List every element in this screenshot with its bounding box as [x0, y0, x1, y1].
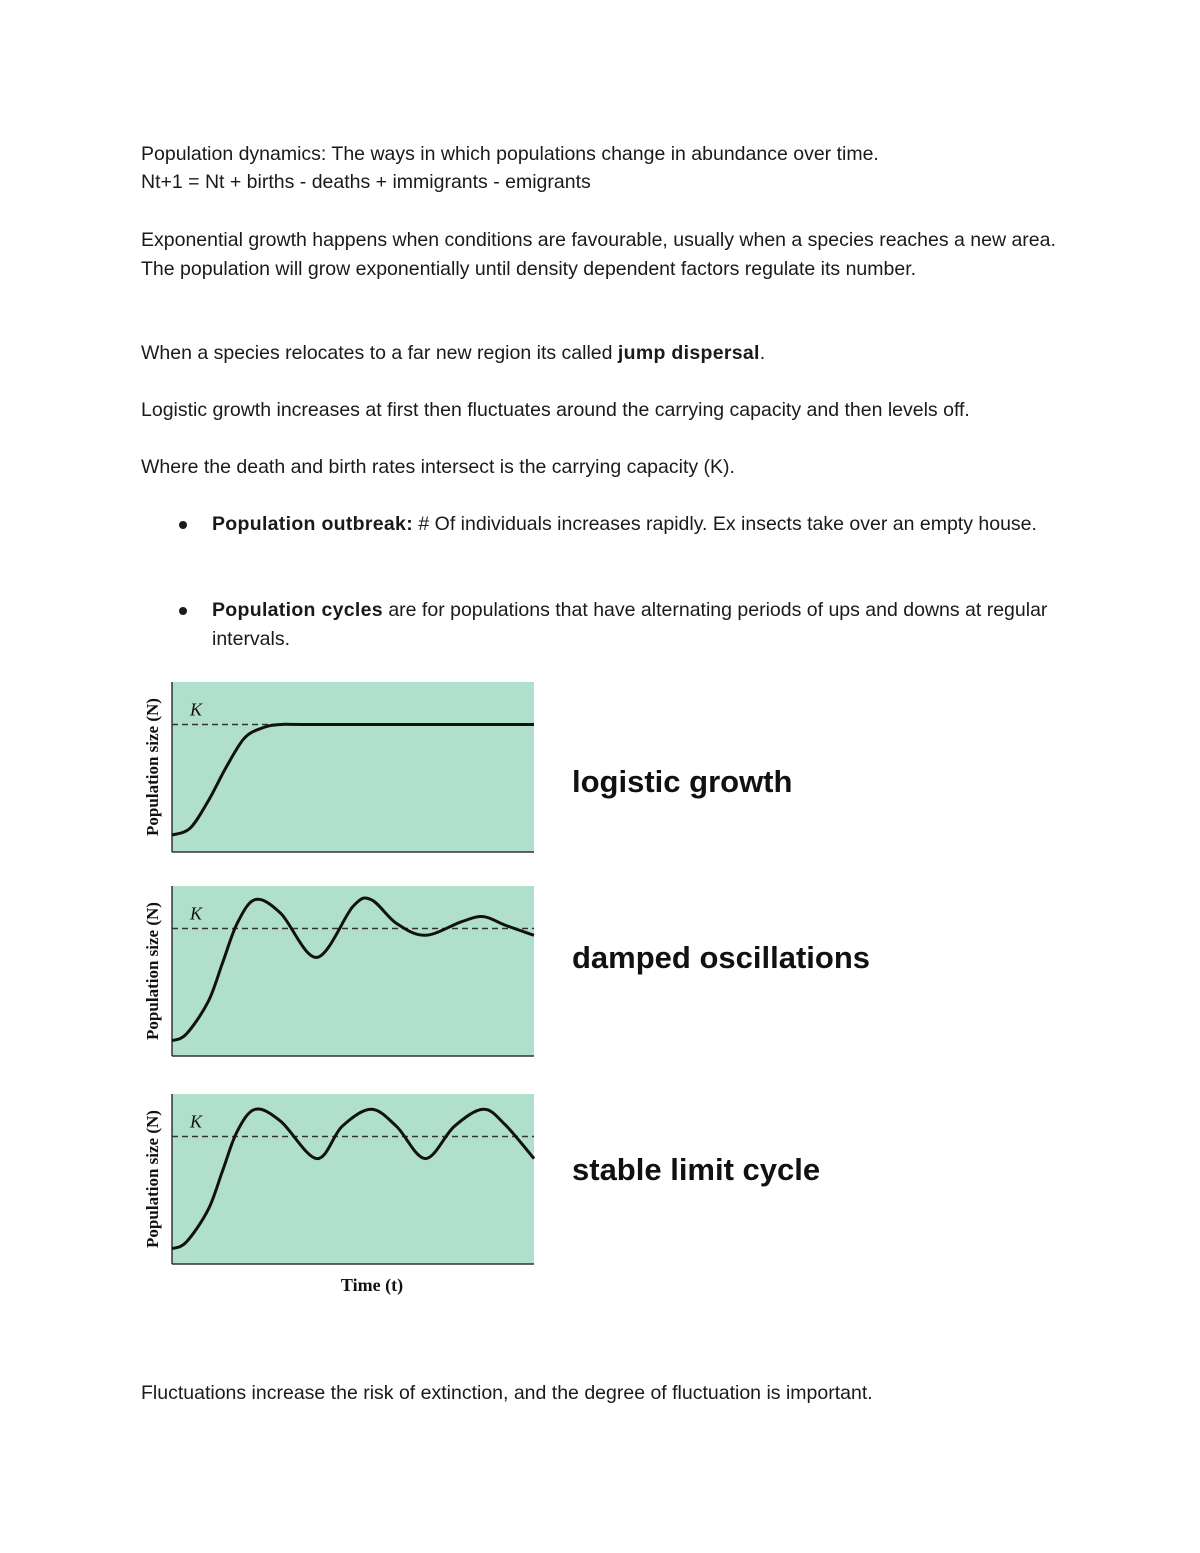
- equation-line: Nt+1 = Nt + births - deaths + immigrants - emigrants: [141, 171, 591, 193]
- plot-area: [172, 1094, 534, 1264]
- footer-paragraph: Fluctuations increase the risk of extinction, and the degree of fluctuation is important.: [141, 1382, 873, 1404]
- bullet1-rest: # Of individuals increases rapidly. Ex insects take over an empty house.: [413, 513, 1037, 535]
- definition-line: Population dynamics: The ways in which populations change in abundance over time.: [141, 143, 879, 165]
- chart-title-damped: damped oscillations: [572, 940, 871, 975]
- jump-post: .: [759, 342, 766, 364]
- plot-area: [172, 886, 534, 1056]
- chart-title-cycle: stable limit cycle: [572, 1152, 821, 1187]
- k-label: K: [190, 903, 203, 924]
- carrying-paragraph: Where the death and birth rates intersect is the carrying capacity (K).: [141, 456, 735, 478]
- y-axis-label: Population size (N): [143, 1110, 162, 1248]
- bullet1-bold: Population outbreak:: [212, 513, 413, 535]
- y-axis-label: Population size (N): [143, 902, 162, 1040]
- exponential-paragraph: Exponential growth happens when conditions are favourable, usually when a species reaches a new area. The population will grow exponentially until density dependent factors regulate its number.: [141, 229, 1056, 280]
- y-axis-label: Population size (N): [143, 698, 162, 836]
- chart-title-logistic: logistic growth: [572, 764, 793, 799]
- k-label: K: [190, 1111, 203, 1132]
- k-label: K: [190, 699, 203, 720]
- jump-pre: When a species relocates to a far new region its called: [141, 342, 618, 364]
- x-axis-label: Time (t): [340, 1275, 404, 1295]
- logistic-paragraph: Logistic growth increases at first then fluctuates around the carrying capacity and then levels off.: [141, 399, 970, 421]
- jump-bold: jump dispersal: [617, 342, 760, 364]
- bullet2-bold: Population cycles: [212, 599, 383, 621]
- bullet2-rest: are for populations that have alternating periods of ups and downs at regular intervals.: [212, 599, 1048, 650]
